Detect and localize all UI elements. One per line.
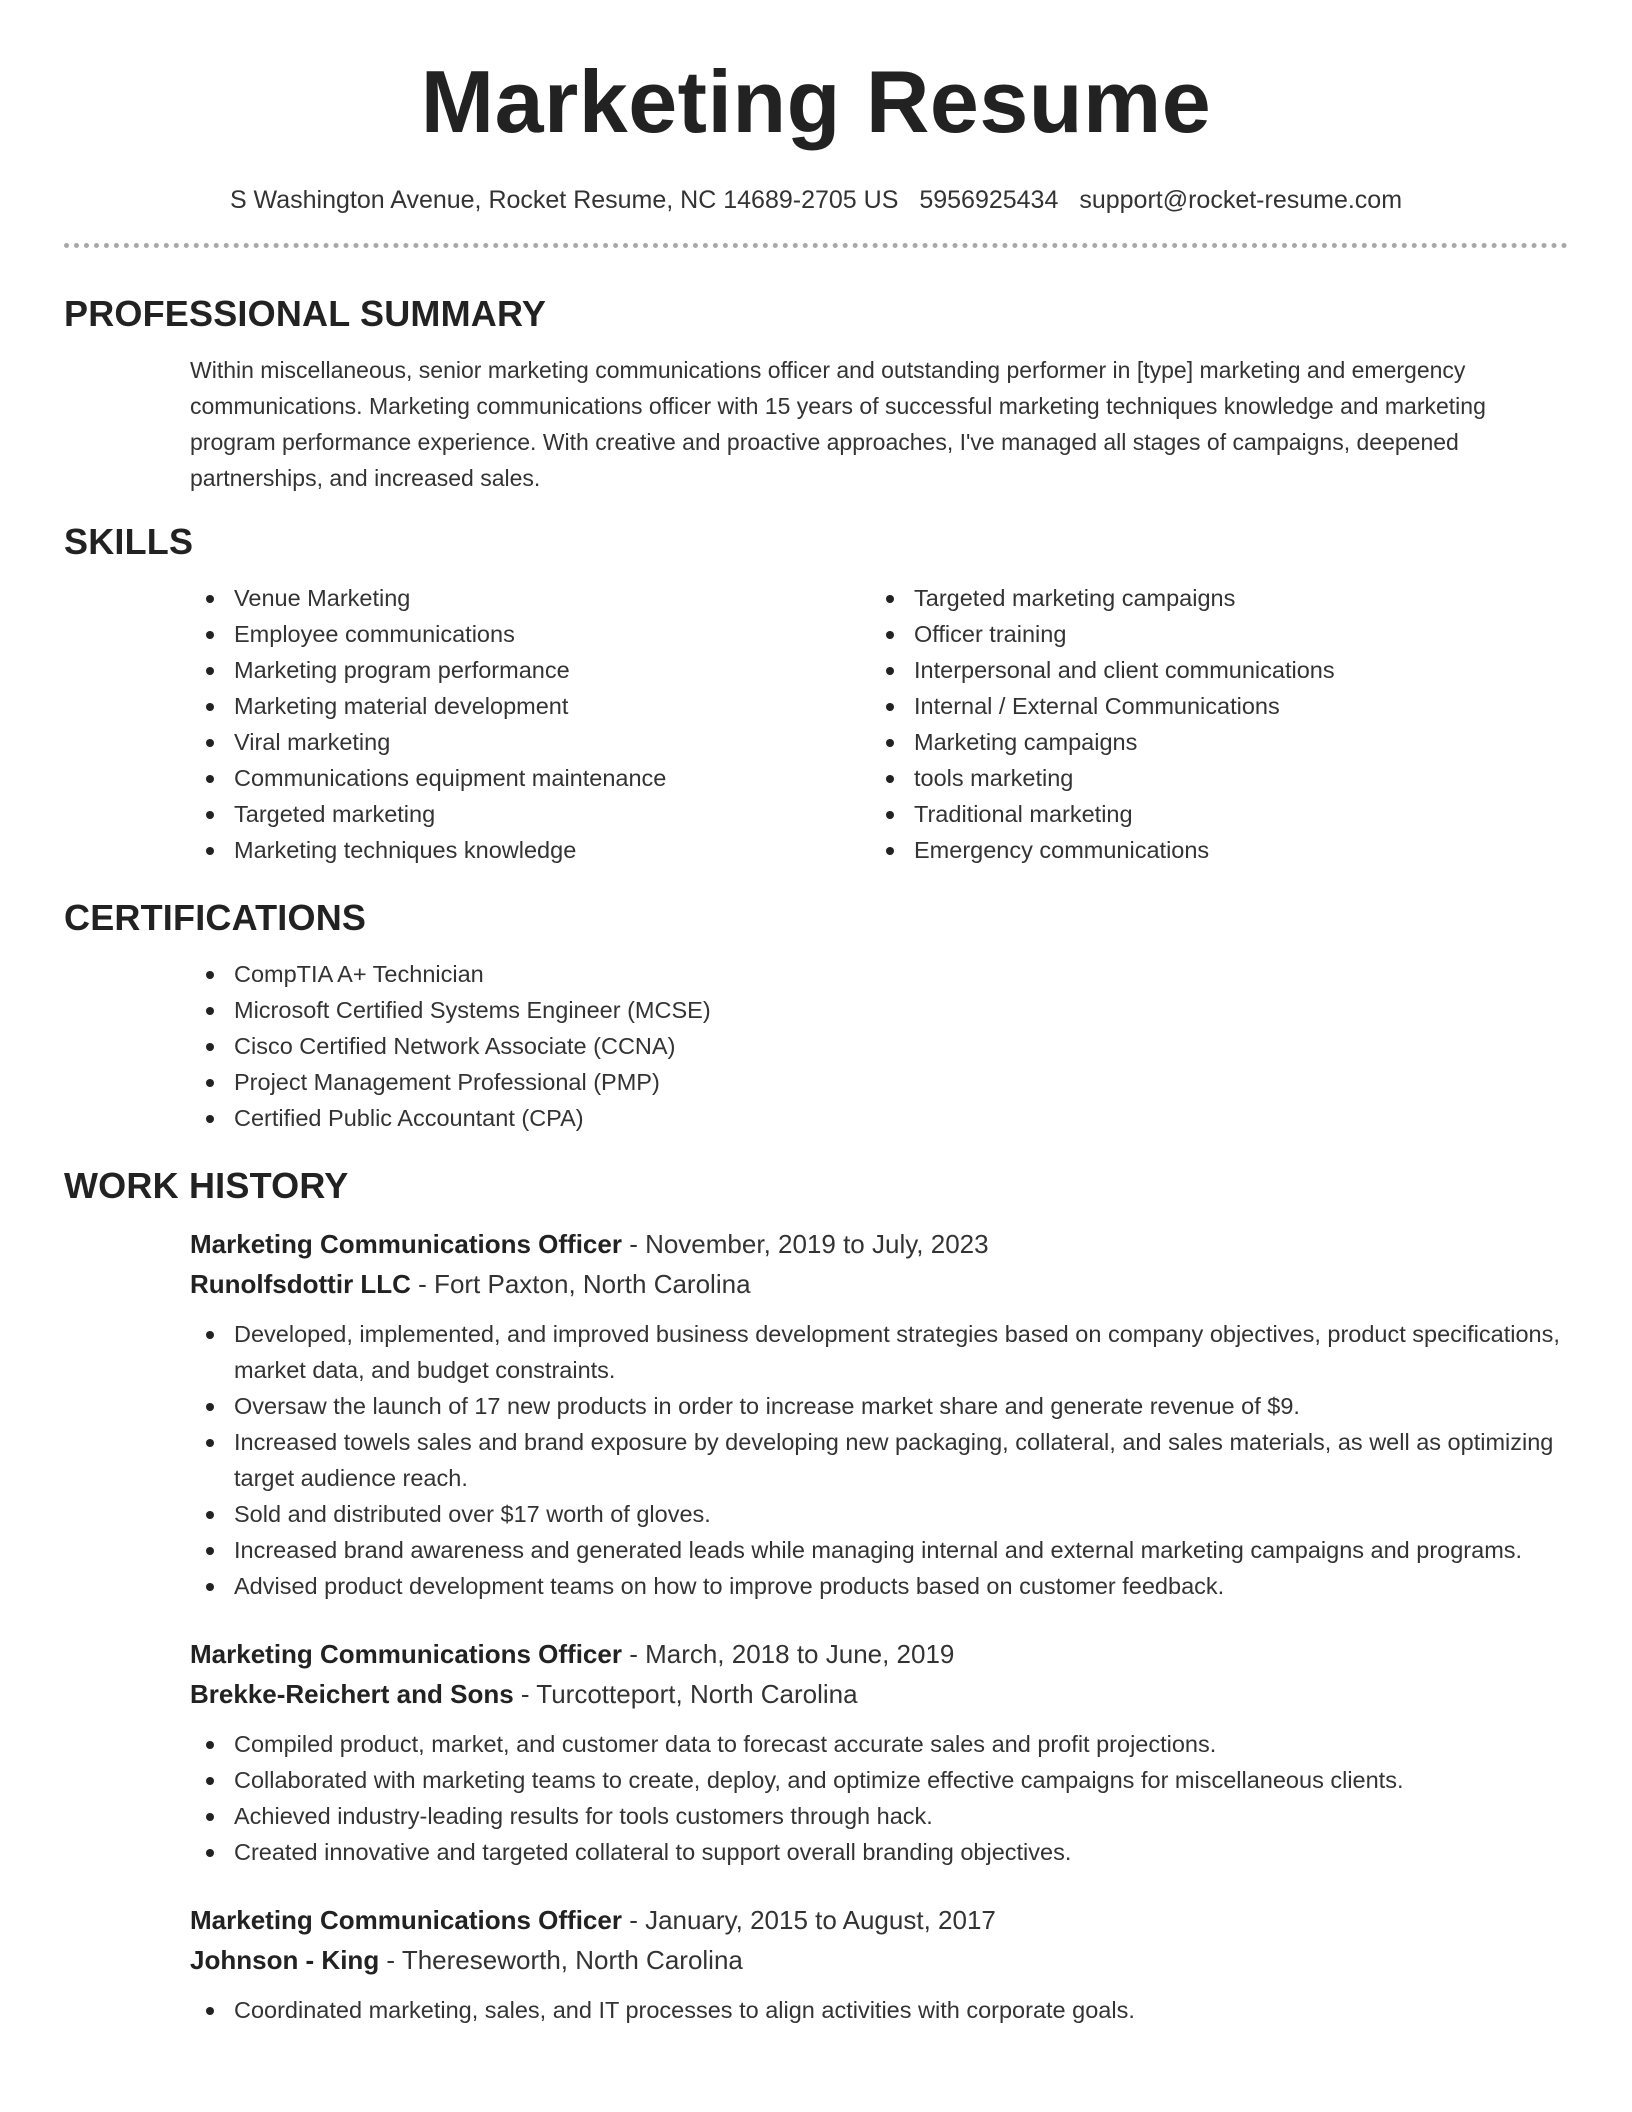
job-company-line (190, 1674, 1568, 1714)
skill-item: Marketing material development (190, 688, 870, 724)
job-bullet: Oversaw the launch of 17 new products in order to increase market share and generate revenue of $9. (190, 1388, 1568, 1424)
skill-item: Marketing program performance (190, 652, 870, 688)
job-bullet: Increased brand awareness and generated leads while managing internal and external marketing campaigns and programs. (190, 1532, 1568, 1568)
job-company-line (190, 1940, 1568, 1980)
job-dates: - March, 2018 to June, 2019 (621, 1639, 955, 1669)
contact-info (64, 180, 1568, 220)
job-company-line (190, 1264, 1568, 1304)
skill-item: tools marketing (870, 760, 1550, 796)
certification-item: Certified Public Accountant (CPA) (190, 1100, 1568, 1136)
skill-item: Employee communications (190, 616, 870, 652)
job-bullet: Sold and distributed over $17 worth of gloves. (190, 1496, 1568, 1532)
skill-item: Communications equipment maintenance (190, 760, 870, 796)
skills-heading: SKILLS (64, 521, 194, 562)
summary-heading: PROFESSIONAL SUMMARY (64, 293, 547, 334)
job-bullet: Increased towels sales and brand exposure by developing new packaging, collateral, and sales materials, as well as optimizing target audience reach. (190, 1424, 1568, 1496)
job-bullets (190, 1992, 1568, 2028)
job-title-line (190, 1634, 1568, 1674)
certifications-list (64, 956, 1568, 1136)
skill-item: Viral marketing (190, 724, 870, 760)
job-title-line (190, 1224, 1568, 1264)
job-bullet: Collaborated with marketing teams to create, deploy, and optimize effective campaigns for miscellaneous clients. (190, 1762, 1568, 1798)
job-location: - Thereseworth, North Carolina (379, 1945, 743, 1975)
skill-item: Marketing techniques knowledge (190, 832, 870, 868)
certification-item: Cisco Certified Network Associate (CCNA) (190, 1028, 1568, 1064)
email-link[interactable]: support@rocket-resume.com (1079, 186, 1403, 214)
job-location: - Fort Paxton, North Carolina (410, 1269, 751, 1299)
job-dates: - January, 2015 to August, 2017 (621, 1905, 996, 1935)
job-location: - Turcotteport, North Carolina (513, 1679, 858, 1709)
skill-item: Marketing campaigns (870, 724, 1550, 760)
job-bullets (190, 1726, 1568, 1870)
certifications-heading: CERTIFICATIONS (64, 897, 367, 938)
job-entry (64, 1224, 1568, 1604)
job-bullet: Compiled product, market, and customer data to forecast accurate sales and profit projections. (190, 1726, 1568, 1762)
job-entry (64, 1634, 1568, 1870)
skill-item: Targeted marketing campaigns (870, 580, 1550, 616)
skill-item: Internal / External Communications (870, 688, 1550, 724)
job-entry (64, 1900, 1568, 2028)
job-bullet: Developed, implemented, and improved business development strategies based on company objectives, product specifications, market data, and budget constraints. (190, 1316, 1568, 1388)
job-bullet: Achieved industry-leading results for tools customers through hack. (190, 1798, 1568, 1834)
job-company: Brekke-Reichert and Sons (190, 1679, 514, 1709)
job-dates: - November, 2019 to July, 2023 (621, 1229, 989, 1259)
job-bullet: Created innovative and targeted collateral to support overall branding objectives. (190, 1834, 1568, 1870)
job-title: Marketing Communications Officer (190, 1905, 622, 1935)
job-title-line (190, 1900, 1568, 1940)
header-divider (64, 243, 1568, 248)
work-history-heading: WORK HISTORY (64, 1165, 349, 1206)
skill-item: Venue Marketing (190, 580, 870, 616)
resume-title: Marketing Resume (420, 52, 1212, 151)
summary-text: Within miscellaneous, senior marketing communications officer and outstanding performer in [type] marketing and emergency communications. Marketing communications officer with 15 years of successful marketing techniques knowledge and marketing program performance experience. With creative and proactive approaches, I've managed all stages of campaigns, deepened partnerships, and increased sales. (190, 357, 1486, 491)
skill-item: Traditional marketing (870, 796, 1550, 832)
job-bullets (190, 1316, 1568, 1604)
job-bullet: Advised product development teams on how to improve products based on customer feedback. (190, 1568, 1568, 1604)
address: S Washington Avenue, Rocket Resume, NC 14689-2705 US (229, 186, 899, 214)
skill-item: Targeted marketing (190, 796, 870, 832)
certification-item: Microsoft Certified Systems Engineer (MCSE) (190, 992, 1568, 1028)
skills-list-right (870, 580, 1550, 868)
job-title: Marketing Communications Officer (190, 1639, 622, 1669)
skills-columns (64, 580, 1568, 868)
job-company: Johnson - King (190, 1945, 380, 1975)
certification-item: Project Management Professional (PMP) (190, 1064, 1568, 1100)
phone: 5956925434 (919, 186, 1059, 214)
skill-item: Emergency communications (870, 832, 1550, 868)
certification-item: CompTIA A+ Technician (190, 956, 1568, 992)
skill-item: Officer training (870, 616, 1550, 652)
skill-item: Interpersonal and client communications (870, 652, 1550, 688)
job-company: Runolfsdottir LLC (190, 1269, 411, 1299)
job-title: Marketing Communications Officer (190, 1229, 622, 1259)
job-bullet: Coordinated marketing, sales, and IT processes to align activities with corporate goals. (190, 1992, 1568, 2028)
skills-list-left (190, 580, 870, 868)
